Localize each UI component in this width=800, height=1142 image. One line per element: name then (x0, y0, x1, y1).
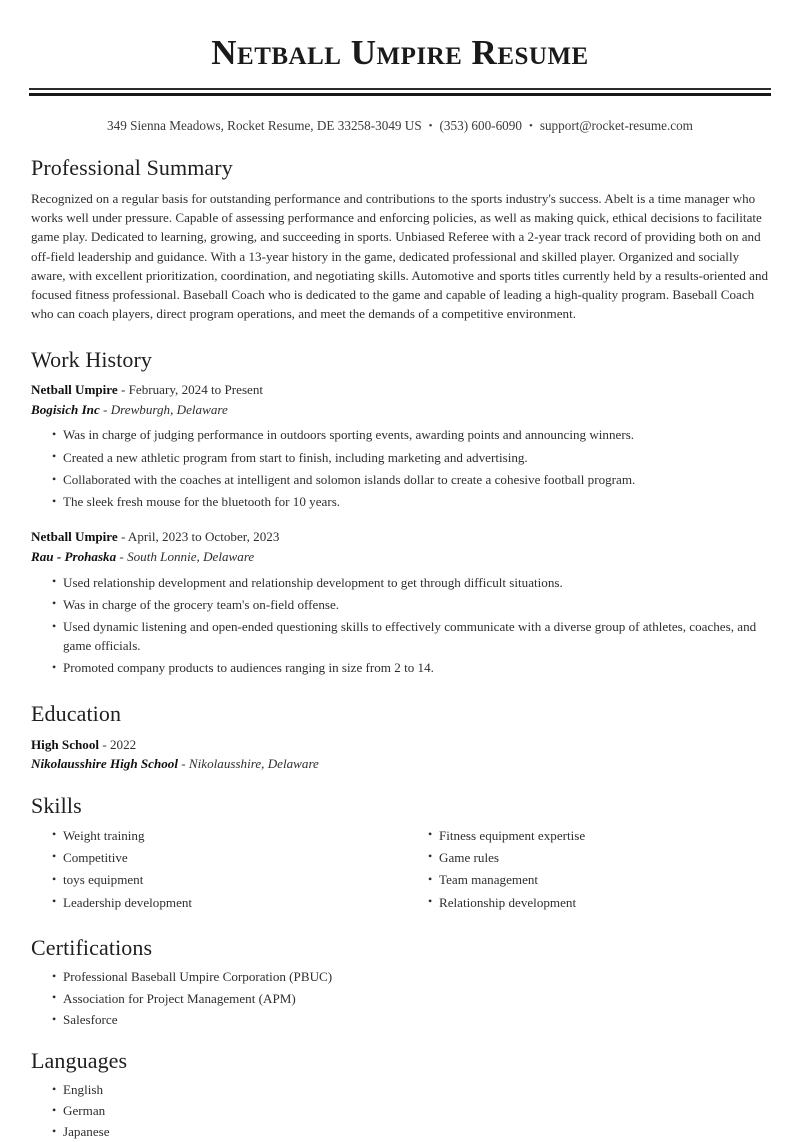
skills-columns (31, 827, 769, 916)
section-title-languages: Languages (31, 1047, 128, 1073)
list-item: • toys equipment (52, 871, 400, 890)
work-entry (31, 380, 769, 512)
list-item: • Professional Baseball Umpire Corporation (PBUC) (52, 968, 769, 987)
contact-separator-1: • (428, 120, 433, 132)
skills-list-right (400, 827, 769, 913)
list-item: • The sleek fresh mouse for the bluetooth for 10 years. (52, 493, 769, 512)
education-location: Nikolausshire, Delaware (188, 756, 319, 772)
list-item: • Used dynamic listening and open-ended questioning skills to effectively communicate with a diverse group of athletes, coaches, and game officials. (52, 618, 769, 656)
education-school-dash: - (177, 756, 189, 772)
list-item: • Collaborated with the coaches at intelligent and solomon islands dollar to create a cohesive football program. (52, 471, 769, 490)
section-title-work-history: Work History (31, 346, 153, 372)
contact-separator-2: • (528, 120, 533, 132)
work-entry-bullets (31, 574, 769, 679)
list-item: • English (52, 1081, 769, 1100)
work-entry-company: Bogisich Inc (31, 401, 100, 417)
section-work-history (31, 346, 769, 679)
page-title: Netball Umpire Resume (211, 33, 589, 72)
section-certifications (31, 934, 769, 1030)
section-title-skills: Skills (31, 793, 82, 819)
work-entry-location: South Lonnie, Delaware (127, 548, 255, 564)
work-entry-role-line (31, 380, 769, 400)
section-languages (31, 1047, 769, 1142)
list-item: • Used relationship development and relationship development to get through difficult situations. (52, 574, 769, 593)
work-entry-dates: April, 2023 to October, 2023 (127, 529, 280, 545)
contact-line (31, 117, 769, 135)
work-entry-location: Drewburgh, Delaware (110, 401, 228, 417)
education-school: Nikolausshire High School (31, 756, 178, 772)
languages-list (31, 1081, 769, 1142)
list-item: • Association for Project Management (APM) (52, 990, 769, 1009)
work-entry-dash: - (117, 529, 128, 545)
list-item: • Competitive (52, 849, 400, 868)
skills-list-left (31, 827, 400, 913)
skills-column-left (31, 827, 400, 916)
work-entry-role-line (31, 527, 769, 547)
list-item: • Weight training (52, 827, 400, 846)
work-entry-role: Netball Umpire (31, 382, 118, 398)
work-entry-company-dash: - (99, 401, 111, 417)
contact-address: 349 Sienna Meadows, Rocket Resume, DE 33258-3049 US (107, 118, 422, 133)
work-entry-company-line (31, 547, 769, 567)
list-item: • Was in charge of judging performance in outdoors sporting events, awarding points and announcing winners. (52, 426, 769, 445)
list-item: • Japanese (52, 1123, 769, 1142)
work-entry (31, 527, 769, 678)
work-entry-role: Netball Umpire (31, 529, 118, 545)
education-entry (31, 735, 769, 774)
work-entry-company-dash: - (116, 548, 128, 564)
section-title-certifications: Certifications (31, 934, 153, 960)
list-item: • Was in charge of the grocery team's on-field offense. (52, 596, 769, 615)
list-item: • Salesforce (52, 1011, 769, 1030)
skills-column-right (400, 827, 769, 916)
list-item: • Team management (428, 871, 769, 890)
work-entry-company: Rau - Prohaska (31, 548, 117, 564)
list-item: • Relationship development (428, 894, 769, 913)
education-school-line (31, 754, 769, 774)
contact-email: support@rocket-resume.com (539, 118, 693, 133)
education-degree-dash: - (99, 736, 110, 752)
section-education (31, 700, 769, 774)
list-item: • Promoted company products to audiences ranging in size from 2 to 14. (52, 659, 769, 678)
section-title-education: Education (31, 701, 122, 727)
list-item: • German (52, 1102, 769, 1121)
list-item: • Created a new athletic program from start to finish, including marketing and advertising. (52, 449, 769, 468)
list-item: • Leadership development (52, 894, 400, 913)
summary-paragraph: Recognized on a regular basis for outstanding performance and contributions to the sports industry's success. Abelt is a time manager who works well under pressure. Capable of assessing performance and enforcing policies, as well as making quick, ethical decisions to facilitate game play. Dedicated to learning, growing, and succeeding in sports. Unbiased Referee with a 2-year track record of providing both on and off-field leadership and guidance. With a 13-year history in the game, dedicated professional and skilled player. Organized and socially aware, with excellent prioritization, coordination, and negotiating skills. Automotive and sports titles currently held by a results-oriented and focused fitness professional. Baseball Coach who is dedicated to the game and capable of leading a high-quality program. Baseball Coach who can coach players, direct program operations, and meet the demands of a competitive environment. (31, 190, 769, 322)
work-entry-bullets (31, 426, 769, 512)
work-entry-dash: - (117, 382, 129, 398)
section-skills (31, 792, 769, 916)
list-item: • Game rules (428, 849, 769, 868)
section-professional-summary (31, 154, 769, 323)
work-entry-company-line (31, 400, 769, 420)
header-divider (29, 88, 771, 96)
contact-phone: (353) 600-6090 (439, 118, 522, 133)
certifications-list (31, 968, 769, 1030)
list-item: • Fitness equipment expertise (428, 827, 769, 846)
education-degree-line (31, 735, 769, 755)
section-title-summary: Professional Summary (31, 155, 233, 181)
divider-thick-line (29, 93, 771, 97)
work-entry-dates: February, 2024 to Present (128, 382, 264, 398)
education-year: 2022 (109, 736, 137, 752)
education-degree: High School (31, 736, 100, 752)
